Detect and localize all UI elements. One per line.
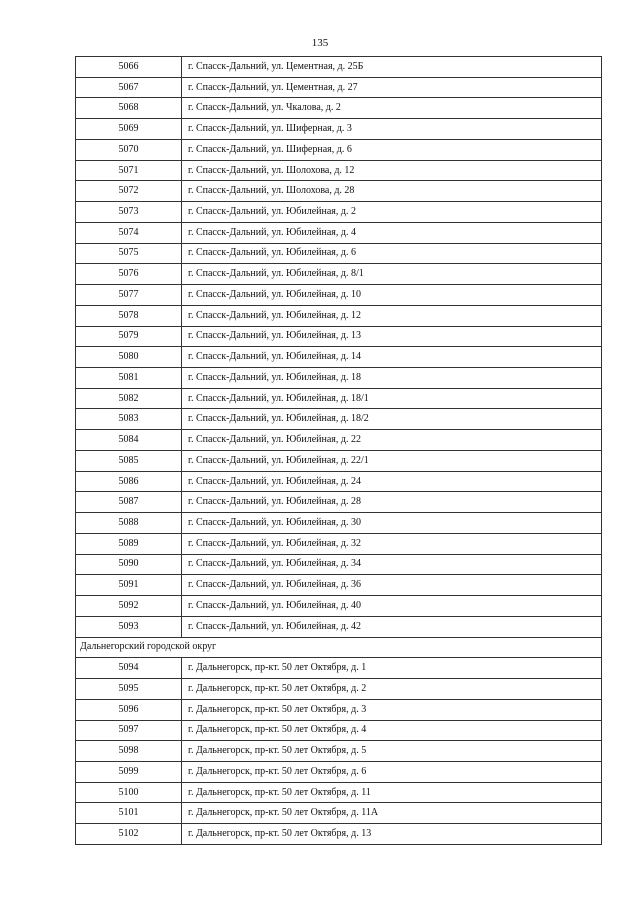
table-row [76,720,602,741]
page-number: 135 [311,37,329,49]
table-row [76,471,602,492]
table-row [76,77,602,98]
table-row [76,533,602,554]
table-row [76,139,602,160]
table-row [76,388,602,409]
entry-number: 5082 [76,388,182,409]
table-row [76,741,602,762]
entry-address: г. Спасск-Дальний, ул. Юбилейная, д. 2 [182,202,602,223]
entry-address: г. Дальнегорск, пр-кт. 50 лет Октября, д. 1 [182,658,602,679]
entry-address: г. Дальнегорск, пр-кт. 50 лет Октября, д. 4 [182,720,602,741]
entry-number: 5088 [76,513,182,534]
address-table [75,56,602,845]
entry-number: 5098 [76,741,182,762]
table-row [76,575,602,596]
entry-address: г. Спасск-Дальний, ул. Цементная, д. 27 [182,77,602,98]
table-row [76,243,602,264]
entry-address: г. Дальнегорск, пр-кт. 50 лет Октября, д. 13 [182,824,602,845]
entry-number: 5101 [76,803,182,824]
entry-address: г. Спасск-Дальний, ул. Юбилейная, д. 18 [182,368,602,389]
table-row [76,57,602,78]
entry-address: г. Спасск-Дальний, ул. Юбилейная, д. 28 [182,492,602,513]
table-row [76,305,602,326]
table-row [76,554,602,575]
entry-address: г. Дальнегорск, пр-кт. 50 лет Октября, д. 3 [182,699,602,720]
address-table-body [76,57,602,845]
entry-address: г. Спасск-Дальний, ул. Юбилейная, д. 10 [182,285,602,306]
entry-address: г. Спасск-Дальний, ул. Юбилейная, д. 34 [182,554,602,575]
table-row [76,824,602,845]
entry-address: г. Дальнегорск, пр-кт. 50 лет Октября, д. 11А [182,803,602,824]
entry-number: 5094 [76,658,182,679]
entry-number: 5086 [76,471,182,492]
table-row [76,202,602,223]
entry-number: 5097 [76,720,182,741]
entry-address: г. Спасск-Дальний, ул. Чкалова, д. 2 [182,98,602,119]
table-row [76,782,602,803]
entry-address: г. Дальнегорск, пр-кт. 50 лет Октября, д. 2 [182,679,602,700]
entry-number: 5075 [76,243,182,264]
entry-number: 5092 [76,596,182,617]
entry-address: г. Спасск-Дальний, ул. Юбилейная, д. 24 [182,471,602,492]
entry-number: 5081 [76,368,182,389]
entry-number: 5070 [76,139,182,160]
table-row [76,430,602,451]
entry-number: 5091 [76,575,182,596]
entry-address: г. Спасск-Дальний, ул. Юбилейная, д. 12 [182,305,602,326]
entry-address: г. Спасск-Дальний, ул. Цементная, д. 25Б [182,57,602,78]
entry-address: г. Спасск-Дальний, ул. Юбилейная, д. 14 [182,347,602,368]
entry-number: 5087 [76,492,182,513]
entry-address: г. Спасск-Дальний, ул. Юбилейная, д. 18/1 [182,388,602,409]
table-row [76,513,602,534]
entry-number: 5093 [76,616,182,637]
entry-number: 5080 [76,347,182,368]
entry-address: г. Спасск-Дальний, ул. Юбилейная, д. 18/2 [182,409,602,430]
entry-address: г. Спасск-Дальний, ул. Юбилейная, д. 36 [182,575,602,596]
entry-address: г. Спасск-Дальний, ул. Юбилейная, д. 42 [182,616,602,637]
entry-address: г. Спасск-Дальний, ул. Юбилейная, д. 22 [182,430,602,451]
entry-address: г. Спасск-Дальний, ул. Шиферная, д. 6 [182,139,602,160]
table-row [76,699,602,720]
table-row [76,803,602,824]
entry-number: 5072 [76,181,182,202]
entry-number: 5079 [76,326,182,347]
table-row [76,368,602,389]
entry-number: 5073 [76,202,182,223]
entry-address: г. Дальнегорск, пр-кт. 50 лет Октября, д. 11 [182,782,602,803]
entry-address: г. Спасск-Дальний, ул. Юбилейная, д. 40 [182,596,602,617]
table-row [76,285,602,306]
entry-number: 5099 [76,761,182,782]
table-row [76,98,602,119]
entry-number: 5066 [76,57,182,78]
table-row [76,347,602,368]
entry-number: 5069 [76,119,182,140]
table-row [76,222,602,243]
entry-number: 5085 [76,450,182,471]
entry-number: 5089 [76,533,182,554]
table-row [76,181,602,202]
entry-number: 5084 [76,430,182,451]
entry-address: г. Спасск-Дальний, ул. Юбилейная, д. 22/1 [182,450,602,471]
entry-number: 5078 [76,305,182,326]
table-row [76,679,602,700]
entry-number: 5068 [76,98,182,119]
table-row [76,326,602,347]
entry-address: г. Спасск-Дальний, ул. Шолохова, д. 12 [182,160,602,181]
entry-number: 5074 [76,222,182,243]
entry-number: 5083 [76,409,182,430]
entry-number: 5071 [76,160,182,181]
entry-address: г. Спасск-Дальний, ул. Юбилейная, д. 8/1 [182,264,602,285]
entry-number: 5095 [76,679,182,700]
table-row [76,450,602,471]
table-row [76,264,602,285]
table-row [76,596,602,617]
entry-address: г. Спасск-Дальний, ул. Юбилейная, д. 13 [182,326,602,347]
table-row [76,119,602,140]
entry-number: 5100 [76,782,182,803]
table-row [76,658,602,679]
entry-number: 5067 [76,77,182,98]
table-row [76,492,602,513]
entry-address: г. Дальнегорск, пр-кт. 50 лет Октября, д. 6 [182,761,602,782]
entry-number: 5077 [76,285,182,306]
entry-address: г. Спасск-Дальний, ул. Шолохова, д. 28 [182,181,602,202]
entry-address: г. Спасск-Дальний, ул. Юбилейная, д. 32 [182,533,602,554]
entry-address: г. Спасск-Дальний, ул. Юбилейная, д. 30 [182,513,602,534]
entry-address: г. Дальнегорск, пр-кт. 50 лет Октября, д. 5 [182,741,602,762]
table-row [76,616,602,637]
entry-number: 5090 [76,554,182,575]
section-row [76,637,602,658]
table-row [76,761,602,782]
entry-number: 5076 [76,264,182,285]
entry-number: 5102 [76,824,182,845]
entry-address: г. Спасск-Дальний, ул. Юбилейная, д. 4 [182,222,602,243]
entry-address: г. Спасск-Дальний, ул. Юбилейная, д. 6 [182,243,602,264]
table-row [76,160,602,181]
entry-number: 5096 [76,699,182,720]
section-label: Дальнегорский городской округ [76,637,602,658]
table-row [76,409,602,430]
entry-address: г. Спасск-Дальний, ул. Шиферная, д. 3 [182,119,602,140]
